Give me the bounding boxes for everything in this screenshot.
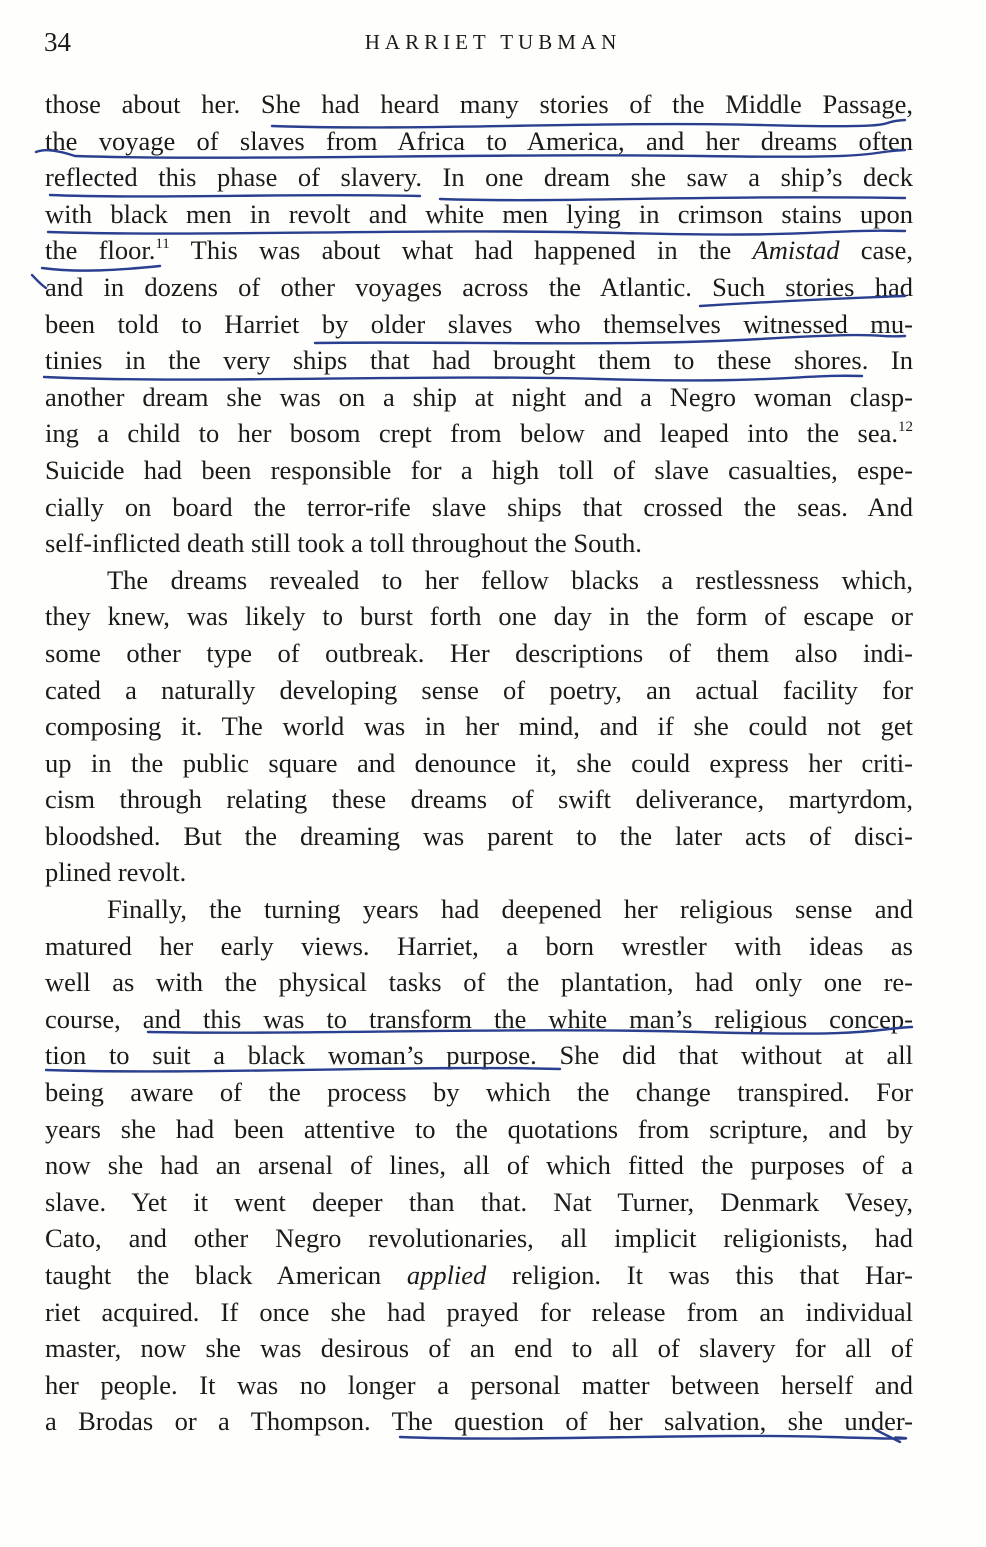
page-number: 34 bbox=[44, 27, 71, 57]
running-head: HARRIET TUBMAN bbox=[364, 30, 622, 54]
text-line: cism through relating these dreams of swift deliverance, martyrdom, bbox=[45, 784, 913, 815]
text-line bbox=[45, 1257, 913, 1294]
footnote-ref: 12 bbox=[898, 419, 913, 436]
footnote-ref: 11 bbox=[155, 236, 170, 253]
text-line: master, now she was desirous of an end to all of slavery for all of bbox=[45, 1333, 913, 1364]
italic-text: Amistad bbox=[752, 235, 840, 266]
text-line: matured her early views. Harriet, a born wrestler with ideas as bbox=[45, 930, 913, 961]
text-line: with black men in revolt and white men lying in crimson stains upon bbox=[45, 198, 913, 229]
text-line: Suicide had been responsible for a high toll of slave casualties, espe- bbox=[45, 454, 913, 485]
text-line: course, and this was to transform the white man’s religious concep- bbox=[45, 1003, 913, 1034]
text-line: plined revolt. bbox=[45, 857, 187, 888]
text-line: bloodshed. But the dreaming was parent to the later acts of disci- bbox=[45, 820, 913, 851]
text-line: they knew, was likely to burst forth one day in the form of escape or bbox=[45, 601, 913, 632]
text-line: tion to suit a black woman’s purpose. She did that without at all bbox=[45, 1040, 913, 1071]
text-line: being aware of the process by which the change transpired. For bbox=[45, 1077, 913, 1108]
text-line: up in the public square and denounce it, she could express her criti- bbox=[45, 747, 913, 778]
text-line: well as with the physical tasks of the plantation, had only one re- bbox=[45, 967, 913, 998]
text-line: the voyage of slaves from Africa to America, and her dreams often bbox=[45, 125, 913, 156]
text-run: ing a child to her bosom crept from below and leaped into the sea. bbox=[45, 418, 898, 449]
italic-text: applied bbox=[406, 1260, 487, 1290]
text-line: reflected this phase of slavery. In one dream she saw a ship’s deck bbox=[45, 162, 913, 193]
text-line bbox=[45, 415, 913, 452]
text-line: a Brodas or a Thompson. The question of her salvation, she under- bbox=[45, 1406, 913, 1437]
text-line: The dreams revealed to her fellow blacks a restlessness which, bbox=[107, 564, 913, 595]
text-line: some other type of outbreak. Her descriptions of them also indi- bbox=[45, 637, 913, 668]
text-line: those about her. She had heard many stories of the Middle Passage, bbox=[45, 89, 913, 119]
pen-underline bbox=[32, 275, 46, 288]
text-line: Finally, the turning years had deepened her religious sense and bbox=[107, 894, 913, 925]
text-line: composing it. The world was in her mind, and if she could not get bbox=[45, 711, 913, 742]
text-line: been told to Harriet by older slaves who themselves witnessed mu- bbox=[45, 308, 913, 339]
text-run: case, bbox=[839, 235, 913, 266]
text-line: Cato, and other Negro revolutionaries, all implicit religionists, had bbox=[45, 1223, 913, 1254]
text-line: cially on board the terror-rife slave ships that crossed the seas. And bbox=[45, 491, 913, 522]
text-line: cated a naturally developing sense of poetry, an actual facility for bbox=[45, 674, 913, 705]
text-line: her people. It was no longer a personal matter between herself and bbox=[45, 1369, 913, 1400]
text-line: years she had been attentive to the quotations from scripture, and by bbox=[45, 1113, 913, 1144]
text-line: self-inflicted death still took a toll throughout the South. bbox=[45, 528, 642, 559]
text-run: This was about what had happened in the bbox=[169, 235, 753, 266]
text-run: the floor. bbox=[45, 235, 156, 266]
text-line bbox=[45, 232, 913, 269]
text-line: tinies in the very ships that had brought them to these shores. In bbox=[45, 345, 913, 376]
text-line: riet acquired. If once she had prayed for release from an individual bbox=[45, 1296, 913, 1327]
text-run: taught the black American bbox=[45, 1260, 407, 1290]
text-line: and in dozens of other voyages across the Atlantic. Such stories had bbox=[45, 271, 913, 302]
text-line: now she had an arsenal of lines, all of which fitted the purposes of a bbox=[45, 1150, 913, 1181]
text-run: religion. It was this that Har- bbox=[486, 1260, 913, 1290]
text-line: another dream she was on a ship at night and a Negro woman clasp- bbox=[45, 381, 913, 412]
body-text bbox=[45, 86, 913, 1440]
text-line: slave. Yet it went deeper than that. Nat Turner, Denmark Vesey, bbox=[45, 1186, 913, 1217]
